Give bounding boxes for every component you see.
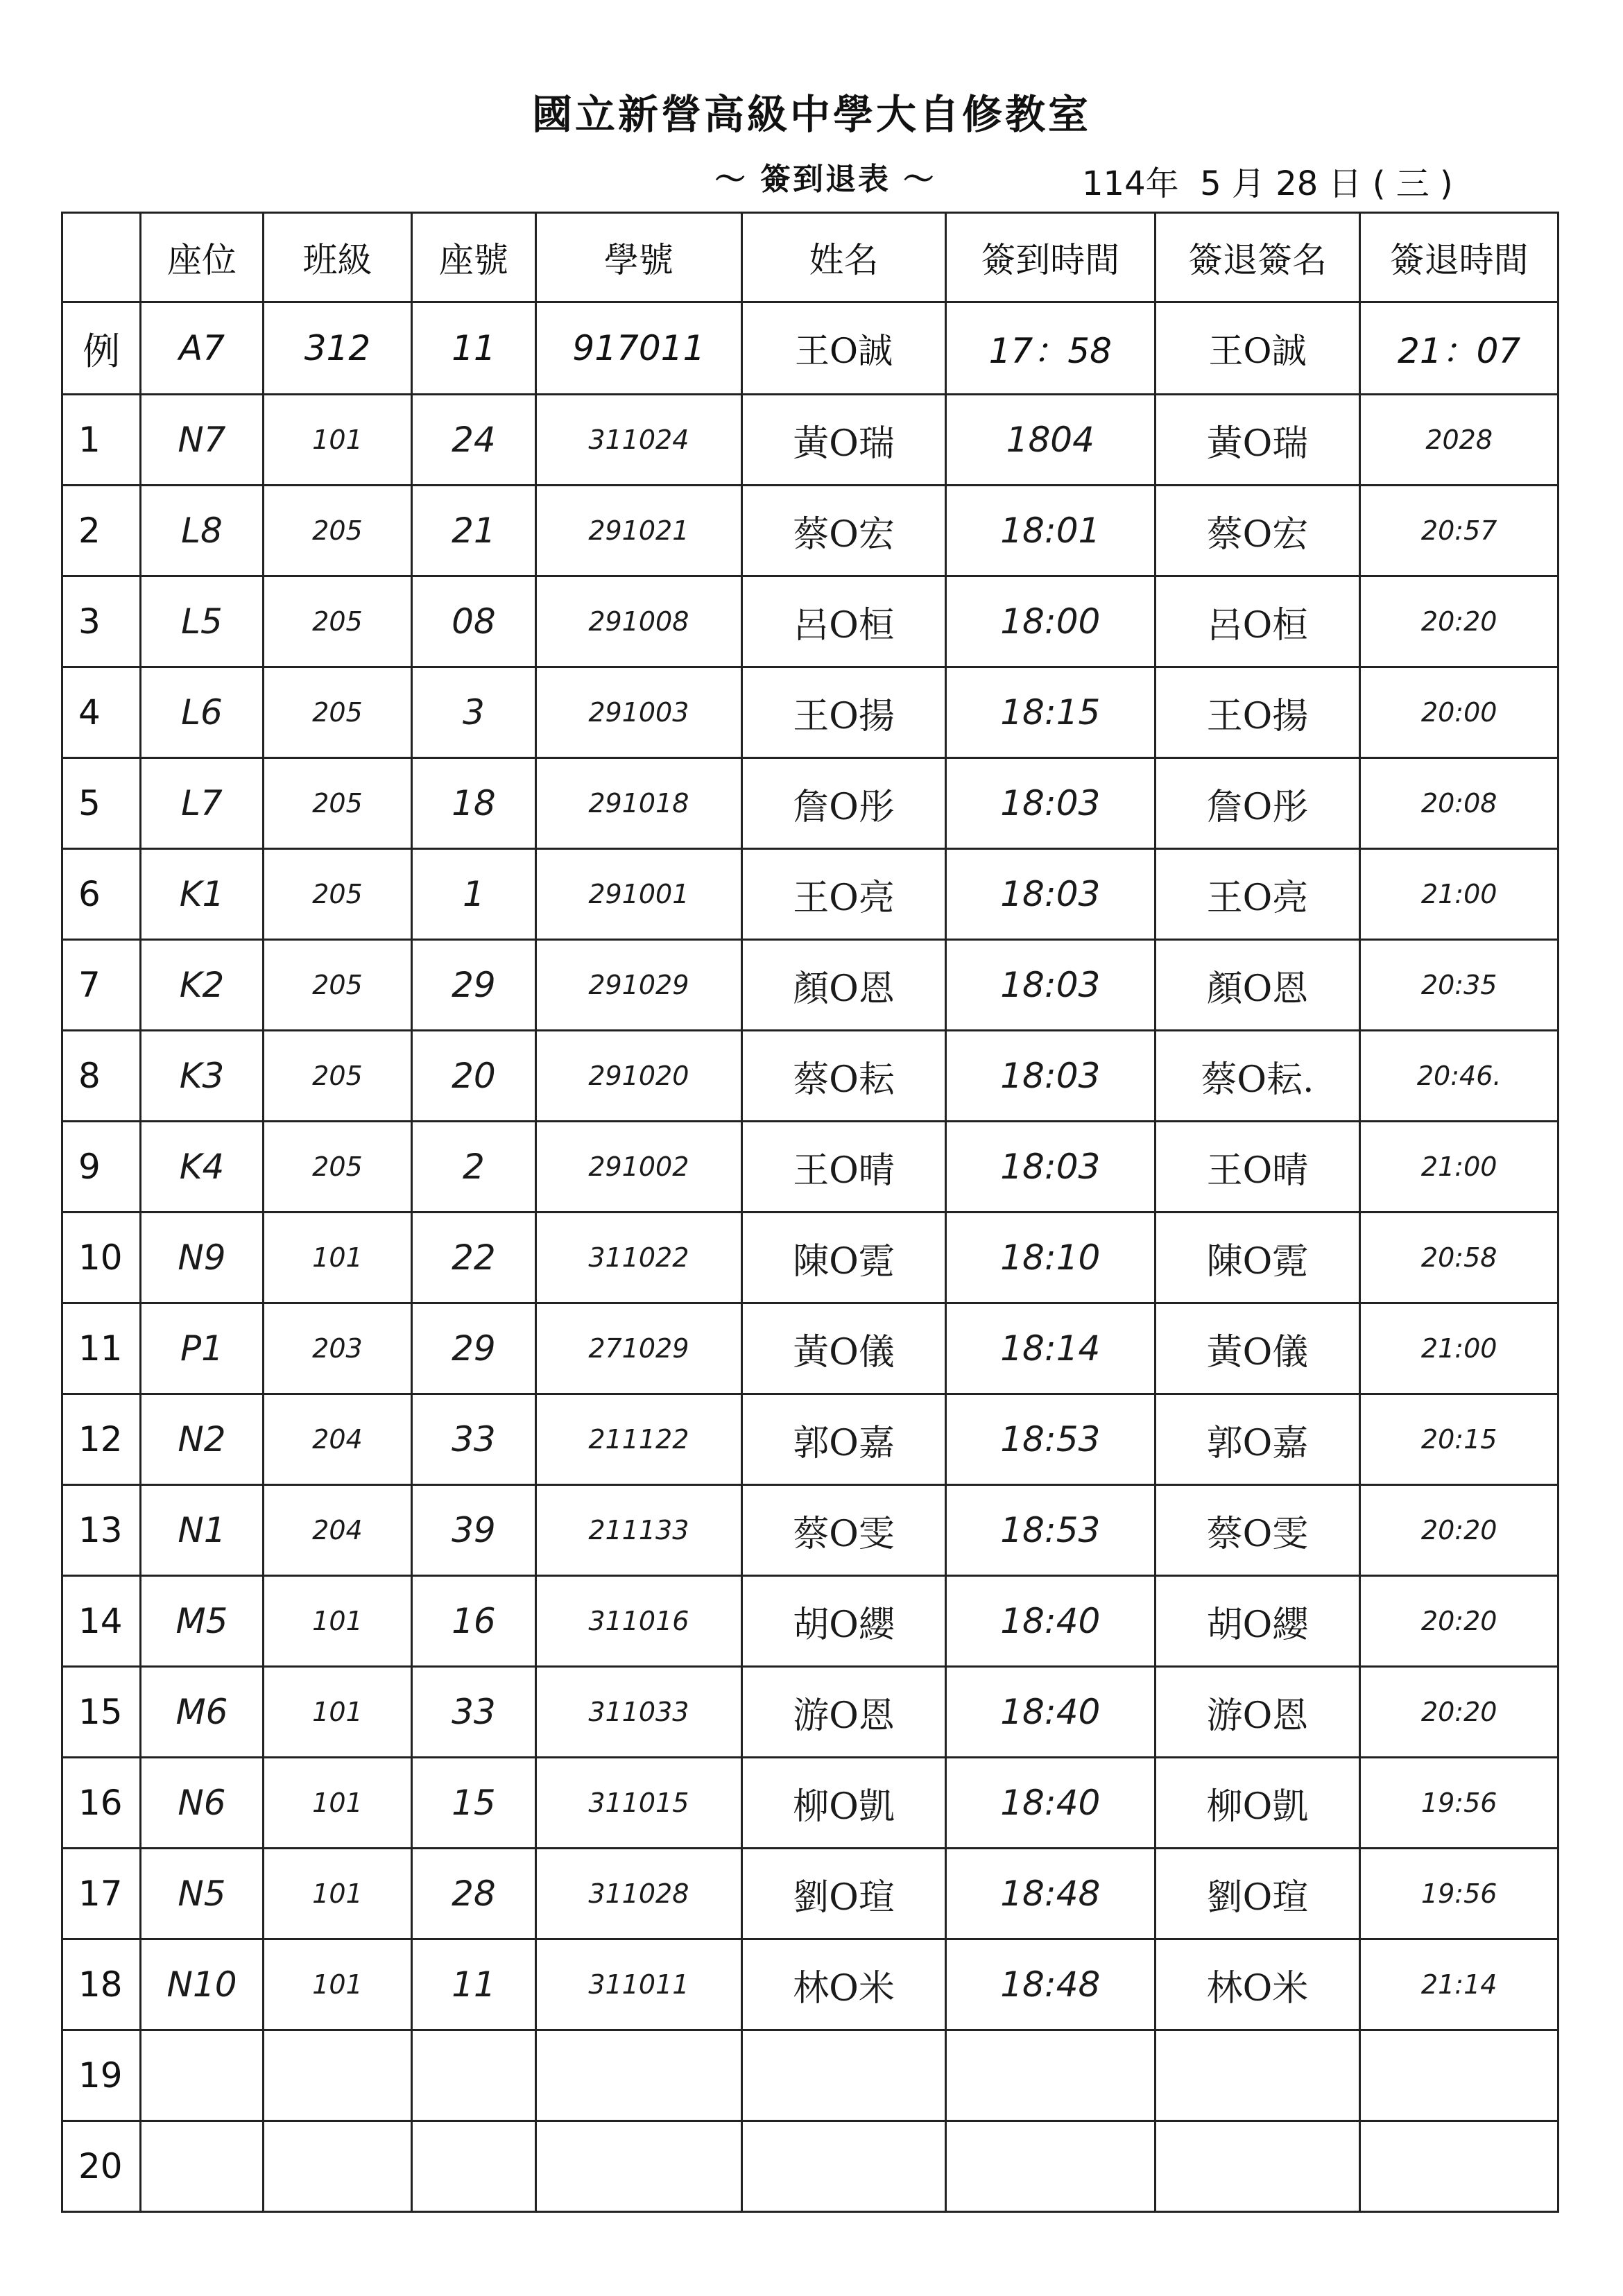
checkin-time-cell: 1804	[945, 395, 1155, 486]
checkin-time-cell: 18:40	[945, 1667, 1155, 1758]
table-row	[62, 940, 1558, 1031]
class-cell: 205	[263, 667, 412, 758]
seat-cell: N10	[141, 1939, 263, 2030]
number-cell	[412, 2121, 535, 2212]
student-id-cell: 271029	[535, 1303, 742, 1394]
student-id-cell	[535, 2030, 742, 2121]
row-number: 13	[62, 1485, 141, 1576]
class-cell	[263, 2030, 412, 2121]
seat-cell: M6	[141, 1667, 263, 1758]
row-number: 7	[62, 940, 141, 1031]
class-cell: 205	[263, 576, 412, 667]
checkin-time-cell: 18:15	[945, 667, 1155, 758]
checkin-time-cell: 18:03	[945, 758, 1155, 849]
number-cell: 3	[412, 667, 535, 758]
checkin-time-cell: 18:03	[945, 1031, 1155, 1122]
name-cell: 劉O瑄	[742, 1849, 946, 1939]
table-row	[62, 2030, 1558, 2121]
signout-name-cell: 游O恩	[1155, 1667, 1360, 1758]
name-cell: 顏O恩	[742, 940, 946, 1031]
student-id-cell: 291029	[535, 940, 742, 1031]
row-number: 17	[62, 1849, 141, 1939]
example-checkin: 17：58	[945, 302, 1155, 395]
checkout-time-cell: 20:08	[1360, 758, 1558, 849]
student-id-cell	[535, 2121, 742, 2212]
example-checkout: 21：07	[1360, 302, 1558, 395]
number-cell: 39	[412, 1485, 535, 1576]
seat-cell: N9	[141, 1213, 263, 1303]
name-cell: 游O恩	[742, 1667, 946, 1758]
name-cell: 林O米	[742, 1939, 946, 2030]
seat-cell: K1	[141, 849, 263, 940]
seat-cell: L8	[141, 486, 263, 576]
number-cell: 29	[412, 940, 535, 1031]
checkout-time-cell: 20:46.	[1360, 1031, 1558, 1122]
number-cell: 11	[412, 1939, 535, 2030]
checkout-time-cell: 20:35	[1360, 940, 1558, 1031]
page-subtitle: ～ 簽到退表 ～	[714, 162, 936, 197]
row-number: 12	[62, 1394, 141, 1485]
class-cell: 205	[263, 486, 412, 576]
header-checkout-time: 簽退時間	[1360, 213, 1558, 302]
seat-cell	[141, 2121, 263, 2212]
class-cell: 205	[263, 1122, 412, 1213]
student-id-cell: 311015	[535, 1758, 742, 1849]
number-cell: 08	[412, 576, 535, 667]
row-number: 18	[62, 1939, 141, 2030]
signout-name-cell: 劉O瑄	[1155, 1849, 1360, 1939]
class-cell: 205	[263, 849, 412, 940]
row-number: 2	[62, 486, 141, 576]
seat-cell: M5	[141, 1576, 263, 1667]
checkin-time-cell: 18:03	[945, 940, 1155, 1031]
checkin-time-cell: 18:40	[945, 1576, 1155, 1667]
name-cell: 柳O凱	[742, 1758, 946, 1849]
signout-name-cell: 王O晴	[1155, 1122, 1360, 1213]
class-cell: 204	[263, 1485, 412, 1576]
number-cell: 33	[412, 1394, 535, 1485]
seat-cell: N6	[141, 1758, 263, 1849]
header-signout-name: 簽退簽名	[1155, 213, 1360, 302]
student-id-cell: 211122	[535, 1394, 742, 1485]
student-id-cell: 291008	[535, 576, 742, 667]
seat-cell	[141, 2030, 263, 2121]
checkin-time-cell	[945, 2121, 1155, 2212]
seat-cell: K3	[141, 1031, 263, 1122]
table-row	[62, 758, 1558, 849]
row-number: 1	[62, 395, 141, 486]
number-cell: 22	[412, 1213, 535, 1303]
checkin-time-cell: 18:14	[945, 1303, 1155, 1394]
example-name: 王O誠	[742, 302, 946, 395]
table-row	[62, 1485, 1558, 1576]
header-checkin-time: 簽到時間	[945, 213, 1155, 302]
checkout-time-cell: 20:20	[1360, 1667, 1558, 1758]
name-cell: 蔡O耘	[742, 1031, 946, 1122]
number-cell: 20	[412, 1031, 535, 1122]
checkout-time-cell: 20:20	[1360, 1576, 1558, 1667]
number-cell: 15	[412, 1758, 535, 1849]
signout-name-cell: 蔡O宏	[1155, 486, 1360, 576]
class-cell: 101	[263, 1576, 412, 1667]
class-cell: 203	[263, 1303, 412, 1394]
student-id-cell: 311024	[535, 395, 742, 486]
table-row	[62, 2121, 1558, 2212]
checkin-time-cell: 18:53	[945, 1485, 1155, 1576]
class-cell: 101	[263, 1667, 412, 1758]
checkin-time-cell: 18:40	[945, 1758, 1155, 1849]
date-field: 114年 5 月 28 日 ( 三 )	[1082, 164, 1453, 203]
checkin-time-cell: 18:48	[945, 1849, 1155, 1939]
name-cell	[742, 2121, 946, 2212]
checkout-time-cell: 20:15	[1360, 1394, 1558, 1485]
checkout-time-cell: 20:57	[1360, 486, 1558, 576]
header-class: 班級	[263, 213, 412, 302]
number-cell: 16	[412, 1576, 535, 1667]
table-row	[62, 1576, 1558, 1667]
table-row	[62, 486, 1558, 576]
checkin-time-cell: 18:03	[945, 1122, 1155, 1213]
header-number: 座號	[412, 213, 535, 302]
student-id-cell: 291002	[535, 1122, 742, 1213]
table-row	[62, 1849, 1558, 1939]
checkin-time-cell: 18:48	[945, 1939, 1155, 2030]
signout-name-cell: 詹O彤	[1155, 758, 1360, 849]
student-id-cell: 311022	[535, 1213, 742, 1303]
signout-name-cell: 黃O儀	[1155, 1303, 1360, 1394]
seat-cell: N5	[141, 1849, 263, 1939]
checkin-time-cell: 18:00	[945, 576, 1155, 667]
name-cell: 陳O霓	[742, 1213, 946, 1303]
name-cell: 王O亮	[742, 849, 946, 940]
number-cell	[412, 2030, 535, 2121]
class-cell: 205	[263, 940, 412, 1031]
seat-cell: L7	[141, 758, 263, 849]
number-cell: 29	[412, 1303, 535, 1394]
table-row	[62, 849, 1558, 940]
row-number: 3	[62, 576, 141, 667]
checkout-time-cell: 21:00	[1360, 1303, 1558, 1394]
signout-name-cell: 王O亮	[1155, 849, 1360, 940]
signout-name-cell: 黃O瑞	[1155, 395, 1360, 486]
name-cell: 胡O纓	[742, 1576, 946, 1667]
table-row	[62, 1394, 1558, 1485]
class-cell: 204	[263, 1394, 412, 1485]
table-row	[62, 1758, 1558, 1849]
number-cell: 1	[412, 849, 535, 940]
header-rownum	[62, 213, 141, 302]
seat-cell: L5	[141, 576, 263, 667]
table-row	[62, 667, 1558, 758]
class-cell: 205	[263, 1031, 412, 1122]
student-id-cell: 291021	[535, 486, 742, 576]
example-number: 11	[412, 302, 535, 395]
signout-name-cell: 柳O凱	[1155, 1758, 1360, 1849]
seat-cell: N7	[141, 395, 263, 486]
example-label: 例	[62, 302, 141, 395]
example-seat: A7	[141, 302, 263, 395]
seat-cell: L6	[141, 667, 263, 758]
header-student-id: 學號	[535, 213, 742, 302]
checkout-time-cell: 19:56	[1360, 1849, 1558, 1939]
number-cell: 2	[412, 1122, 535, 1213]
row-number: 14	[62, 1576, 141, 1667]
signout-name-cell	[1155, 2121, 1360, 2212]
signout-name-cell: 蔡O雯	[1155, 1485, 1360, 1576]
row-number: 20	[62, 2121, 141, 2212]
signin-table	[61, 212, 1559, 2213]
checkout-time-cell: 20:00	[1360, 667, 1558, 758]
page-title: 國立新營高級中學大自修教室	[531, 91, 1091, 138]
row-number: 6	[62, 849, 141, 940]
name-cell: 王O揚	[742, 667, 946, 758]
name-cell: 郭O嘉	[742, 1394, 946, 1485]
checkin-time-cell: 18:10	[945, 1213, 1155, 1303]
number-cell: 18	[412, 758, 535, 849]
number-cell: 33	[412, 1667, 535, 1758]
name-cell	[742, 2030, 946, 2121]
seat-cell: K4	[141, 1122, 263, 1213]
student-id-cell: 311011	[535, 1939, 742, 2030]
checkout-time-cell: 20:20	[1360, 1485, 1558, 1576]
name-cell: 詹O彤	[742, 758, 946, 849]
example-class: 312	[263, 302, 412, 395]
row-number: 10	[62, 1213, 141, 1303]
class-cell: 101	[263, 1213, 412, 1303]
checkout-time-cell: 21:00	[1360, 849, 1558, 940]
student-id-cell: 211133	[535, 1485, 742, 1576]
seat-cell: N1	[141, 1485, 263, 1576]
class-cell: 101	[263, 1758, 412, 1849]
name-cell: 蔡O宏	[742, 486, 946, 576]
number-cell: 21	[412, 486, 535, 576]
checkout-time-cell	[1360, 2121, 1558, 2212]
row-number: 11	[62, 1303, 141, 1394]
checkin-time-cell: 18:03	[945, 849, 1155, 940]
name-cell: 王O晴	[742, 1122, 946, 1213]
checkin-time-cell: 18:53	[945, 1394, 1155, 1485]
checkin-time-cell: 18:01	[945, 486, 1155, 576]
table-row	[62, 576, 1558, 667]
header-name: 姓名	[742, 213, 946, 302]
checkout-time-cell: 20:58	[1360, 1213, 1558, 1303]
table-row	[62, 1031, 1558, 1122]
row-number: 9	[62, 1122, 141, 1213]
signout-name-cell: 顏O恩	[1155, 940, 1360, 1031]
row-number: 8	[62, 1031, 141, 1122]
name-cell: 呂O桓	[742, 576, 946, 667]
student-id-cell: 291001	[535, 849, 742, 940]
row-number: 5	[62, 758, 141, 849]
student-id-cell: 291003	[535, 667, 742, 758]
checkout-time-cell: 21:14	[1360, 1939, 1558, 2030]
student-id-cell: 311028	[535, 1849, 742, 1939]
class-cell: 205	[263, 758, 412, 849]
table-header-row	[62, 213, 1558, 302]
student-id-cell: 311016	[535, 1576, 742, 1667]
class-cell: 101	[263, 395, 412, 486]
row-number: 15	[62, 1667, 141, 1758]
class-cell: 101	[263, 1849, 412, 1939]
header-seat: 座位	[141, 213, 263, 302]
signout-name-cell: 郭O嘉	[1155, 1394, 1360, 1485]
table-row	[62, 1939, 1558, 2030]
table-row	[62, 1213, 1558, 1303]
example-student-id: 917011	[535, 302, 742, 395]
seat-cell: K2	[141, 940, 263, 1031]
checkin-time-cell	[945, 2030, 1155, 2121]
example-row	[62, 302, 1558, 395]
signout-name-cell: 陳O霓	[1155, 1213, 1360, 1303]
student-id-cell: 311033	[535, 1667, 742, 1758]
name-cell: 蔡O雯	[742, 1485, 946, 1576]
checkout-time-cell: 21:00	[1360, 1122, 1558, 1213]
student-id-cell: 291018	[535, 758, 742, 849]
signout-name-cell: 林O米	[1155, 1939, 1360, 2030]
class-cell: 101	[263, 1939, 412, 2030]
table-row	[62, 1303, 1558, 1394]
signout-name-cell: 呂O桓	[1155, 576, 1360, 667]
checkout-time-cell	[1360, 2030, 1558, 2121]
row-number: 16	[62, 1758, 141, 1849]
row-number: 4	[62, 667, 141, 758]
name-cell: 黃O儀	[742, 1303, 946, 1394]
signout-name-cell: 蔡O耘.	[1155, 1031, 1360, 1122]
signout-name-cell	[1155, 2030, 1360, 2121]
number-cell: 24	[412, 395, 535, 486]
checkout-time-cell: 19:56	[1360, 1758, 1558, 1849]
seat-cell: N2	[141, 1394, 263, 1485]
number-cell: 28	[412, 1849, 535, 1939]
class-cell	[263, 2121, 412, 2212]
table-row	[62, 1667, 1558, 1758]
seat-cell: P1	[141, 1303, 263, 1394]
checkout-time-cell: 2028	[1360, 395, 1558, 486]
name-cell: 黃O瑞	[742, 395, 946, 486]
signout-name-cell: 胡O纓	[1155, 1576, 1360, 1667]
example-signout-name: 王O誠	[1155, 302, 1360, 395]
table-row	[62, 395, 1558, 486]
student-id-cell: 291020	[535, 1031, 742, 1122]
row-number: 19	[62, 2030, 141, 2121]
table-row	[62, 1122, 1558, 1213]
signout-name-cell: 王O揚	[1155, 667, 1360, 758]
checkout-time-cell: 20:20	[1360, 576, 1558, 667]
